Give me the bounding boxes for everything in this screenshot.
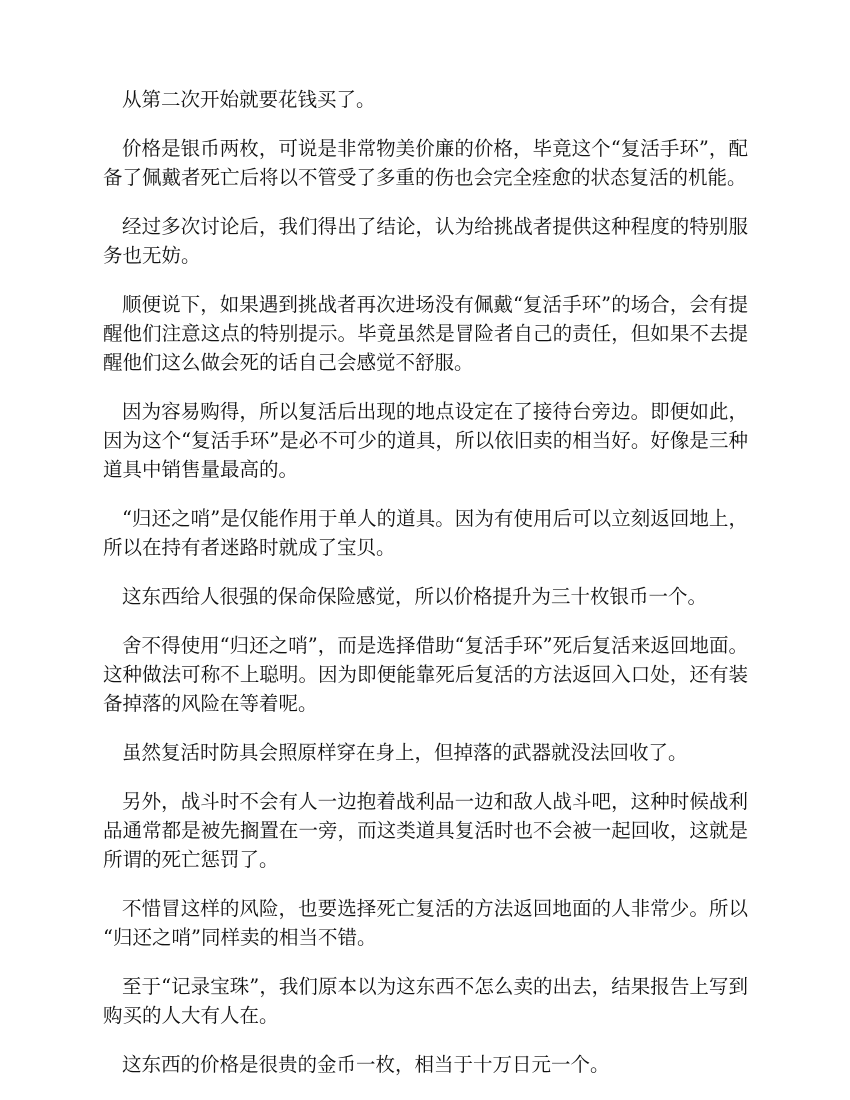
paragraph-11: 不惜冒这样的风险，也要选择死亡复活的方法返回地面的人非常少。所以“归还之哨”同样卖的相当不错。 — [103, 897, 748, 949]
paragraph-6: “归还之哨”是仅能作用于单人的道具。因为有使用后可以立刻返回地上，所以在持有者迷路时就成了宝贝。 — [103, 507, 748, 559]
paragraph-3: 经过多次讨论后，我们得出了结论，认为给挑战者提供这种程度的特别服务也无妨。 — [103, 215, 748, 267]
paragraph-12: 至于“记录宝珠”，我们原本以为这东西不怎么卖的出去，结果报告上写到购买的人大有人在。 — [103, 975, 748, 1027]
paragraph-4: 顺便说下，如果遇到挑战者再次进场没有佩戴“复活手环”的场合，会有提醒他们注意这点的特别提示。毕竟虽然是冒险者自己的责任，但如果不去提醒他们这么做会死的话自己会感觉不舒服。 — [103, 293, 748, 374]
paragraph-8: 舍不得使用“归还之哨”，而是选择借助“复活手环”死后复活来返回地面。这种做法可称不上聪明。因为即便能靠死后复活的方法返回入口处，还有装备掉落的风险在等着呢。 — [103, 634, 748, 715]
paragraph-1: 从第二次开始就要花钱买了。 — [122, 88, 376, 111]
paragraph-2: 价格是银币两枚，可说是非常物美价廉的价格，毕竟这个“复活手环”，配备了佩戴者死亡后将以不管受了多重的伤也会完全痊愈的状态复活的机能。 — [103, 137, 748, 189]
paragraph-13: 这东西的价格是很贵的金币一枚，相当于十万日元一个。 — [122, 1053, 610, 1076]
paragraph-5: 因为容易购得，所以复活后出现的地点设定在了接待台旁边。即便如此，因为这个“复活手环”是必不可少的道具，所以依旧卖的相当好。好像是三种道具中销售量最高的。 — [103, 400, 748, 481]
paragraph-7: 这东西给人很强的保命保险感觉，所以价格提升为三十枚银币一个。 — [122, 585, 708, 608]
paragraph-9: 虽然复活时防具会照原样穿在身上，但掉落的武器就没法回收了。 — [122, 741, 688, 764]
paragraph-10: 另外，战斗时不会有人一边抱着战利品一边和敌人战斗吧，这种时候战利品通常都是被先搁置在一旁，而这类道具复活时也不会被一起回收，这就是所谓的死亡惩罚了。 — [103, 790, 748, 871]
document-body — [103, 85, 748, 1099]
